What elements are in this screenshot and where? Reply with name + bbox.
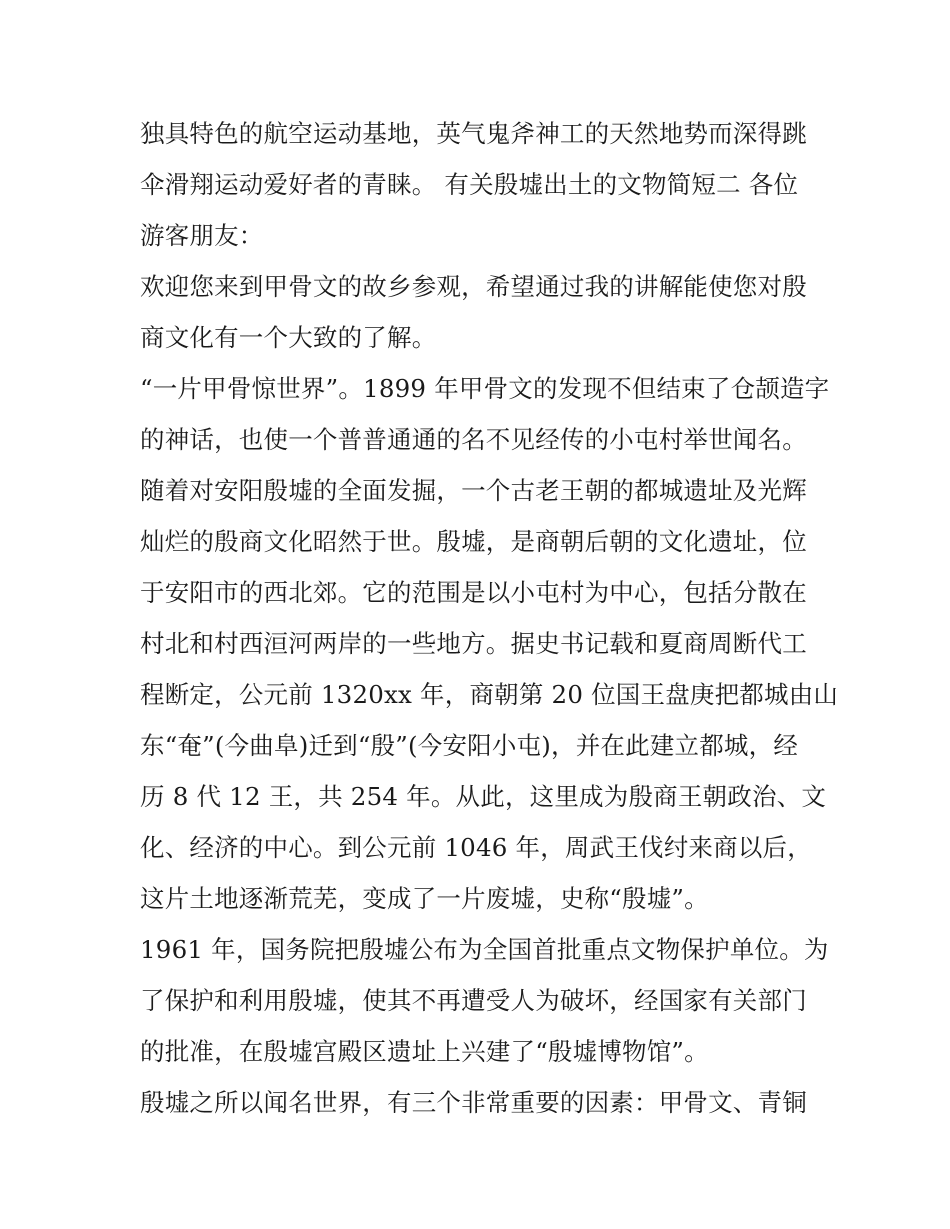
text-line: 灿烂的殷商文化昭然于世。殷墟，是商朝后朝的文化遗址，位 [140,527,807,556]
text-line: 伞滑翔运动爱好者的青睐。 有关殷墟出土的文物简短二 各位 [140,170,799,199]
text-line: 化、经济的中心。到公元前 1046 年，周武王伐纣来商以后， [140,833,812,862]
text-line: 东“奄”(今曲阜)迁到“殷”(今安阳小屯)，并在此建立都城，经 [140,731,799,760]
text-line: 这片土地逐渐荒芜，变成了一片废墟，史称“殷墟”。 [140,884,709,913]
text-line: 商文化有一个大致的了解。 [140,323,437,352]
text-line: “一片甲骨惊世界”。1899 年甲骨文的发现不但结束了仓颉造字 [140,374,830,403]
text-line: 了保护和利用殷墟，使其不再遭受人为破坏，经国家有关部门 [140,986,807,1015]
text-line: 随着对安阳殷墟的全面发掘，一个古老王朝的都城遗址及光辉 [140,476,807,505]
text-line: 殷墟之所以闻名世界，有三个非常重要的因素：甲骨文、青铜 [140,1088,807,1117]
text-line: 欢迎您来到甲骨文的故乡参观，希望通过我的讲解能使您对殷 [140,272,807,301]
document-text [140,108,839,1128]
text-line: 的批准，在殷墟宫殿区遗址上兴建了“殷墟博物馆”。 [140,1037,709,1066]
text-line: 于安阳市的西北郊。它的范围是以小屯村为中心，包括分散在 [140,578,807,607]
text-line: 程断定，公元前 1320xx 年，商朝第 20 位国王盘庚把都城由山 [140,680,839,709]
text-line: 的神话，也使一个普普通通的名不见经传的小屯村举世闻名。 [140,425,807,454]
text-line: 游客朋友： [140,221,264,250]
text-line: 村北和村西洹河两岸的一些地方。据史书记载和夏商周断代工 [140,629,807,658]
text-line: 历 8 代 12 王，共 254 年。从此，这里成为殷商王朝政治、文 [140,782,827,811]
text-line: 1961 年，国务院把殷墟公布为全国首批重点文物保护单位。为 [140,935,829,964]
text-line: 独具特色的航空运动基地，英气鬼斧神工的天然地势而深得跳 [140,119,807,148]
